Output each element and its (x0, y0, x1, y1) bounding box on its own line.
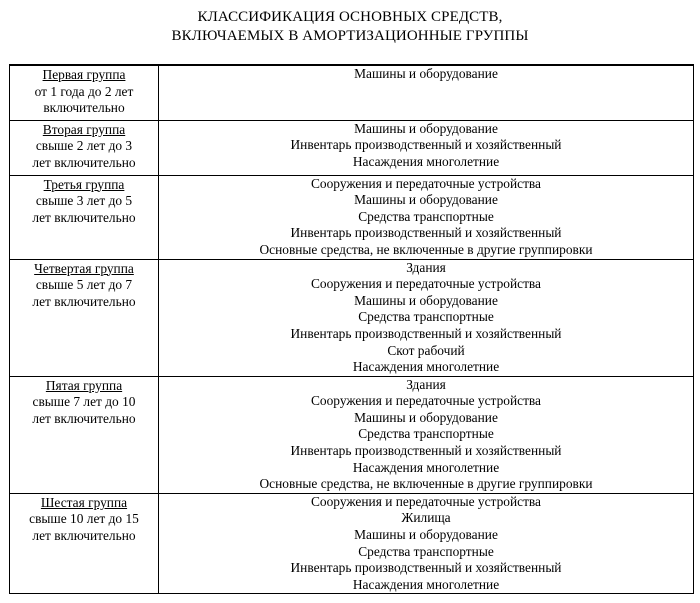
group-term-line-2: лет включительно (32, 209, 136, 225)
asset-item: Сооружения и передаточные устройства (310, 276, 542, 292)
asset-item: Машины и оборудование (354, 527, 498, 543)
group-name: Вторая группа (42, 121, 126, 137)
asset-item: Основные средства, не включенные в другие группировки (259, 476, 593, 492)
asset-item: Насаждения многолетние (352, 359, 500, 375)
groups-table-body (10, 65, 694, 594)
group-assets-cell (159, 376, 694, 493)
group-assets-cell (159, 493, 694, 594)
asset-item: Инвентарь производственный и хозяйственный (290, 225, 562, 241)
asset-item: Инвентарь производственный и хозяйственный (290, 560, 562, 576)
asset-item: Здания (406, 376, 446, 392)
asset-item: Средства транспортные (358, 208, 494, 224)
group-name: Первая группа (42, 67, 126, 82)
asset-item: Инвентарь производственный и хозяйственный (290, 325, 562, 341)
asset-item: Машины и оборудование (354, 66, 498, 81)
group-assets-cell (159, 175, 694, 259)
group-assets-cell (159, 259, 694, 376)
group-label-cell (10, 120, 159, 175)
asset-item: Средства транспортные (358, 309, 494, 325)
group-name: Четвертая группа (34, 260, 134, 276)
group-assets-cell (159, 120, 694, 175)
group-term-line-2: лет включительно (32, 528, 136, 544)
asset-item: Машины и оборудование (354, 292, 498, 308)
asset-item: Средства транспортные (358, 543, 494, 559)
asset-item: Скот рабочий (387, 342, 465, 358)
asset-item: Сооружения и передаточные устройства (310, 493, 542, 509)
group-name: Третья группа (43, 176, 125, 192)
asset-item: Жилища (401, 510, 451, 526)
group-label-cell (10, 259, 159, 376)
group-row (10, 259, 694, 376)
group-term-line-2: лет включительно (32, 410, 136, 426)
asset-item: Насаждения многолетние (352, 459, 500, 475)
asset-item: Машины и оборудование (354, 192, 498, 208)
asset-item: Сооружения и передаточные устройства (310, 393, 542, 409)
group-term-line-1: свыше 2 лет до 3 (35, 138, 133, 154)
group-term-line-2: лет включительно (32, 154, 136, 170)
depreciation-groups-table (9, 64, 694, 594)
group-assets-cell (159, 65, 694, 120)
group-term-line-2: лет включительно (32, 293, 136, 309)
group-row (10, 65, 694, 120)
group-label-cell (10, 493, 159, 594)
group-term-line-2: включительно (43, 100, 125, 116)
group-name: Пятая группа (45, 377, 123, 393)
group-term-line-1: свыше 5 лет до 7 (35, 277, 133, 293)
group-row (10, 175, 694, 259)
asset-item: Сооружения и передаточные устройства (310, 175, 542, 191)
document-title (0, 8, 700, 46)
group-label-cell (10, 175, 159, 259)
asset-item: Средства транспортные (358, 426, 494, 442)
group-label-cell (10, 376, 159, 493)
asset-item: Инвентарь производственный и хозяйственный (290, 443, 562, 459)
title-line-1: КЛАССИФИКАЦИЯ ОСНОВНЫХ СРЕДСТВ, (197, 9, 503, 25)
group-term-line-1: свыше 10 лет до 15 (29, 511, 139, 527)
asset-item: Здания (406, 259, 446, 275)
asset-item: Машины и оборудование (354, 120, 498, 136)
group-row (10, 376, 694, 493)
title-line-2: ВКЛЮЧАЕМЫХ В АМОРТИЗАЦИОННЫЕ ГРУППЫ (171, 28, 529, 44)
asset-item: Инвентарь производственный и хозяйственный (290, 137, 562, 153)
asset-item: Основные средства, не включенные в другие группировки (259, 241, 593, 257)
asset-item: Машины и оборудование (354, 409, 498, 425)
group-row (10, 493, 694, 594)
group-term-line-1: свыше 3 лет до 5 (35, 193, 133, 209)
group-label-cell (10, 65, 159, 120)
asset-item: Насаждения многолетние (352, 153, 500, 169)
group-row (10, 120, 694, 175)
group-term-line-1: свыше 7 лет до 10 (32, 394, 136, 410)
group-name: Шестая группа (40, 494, 128, 510)
group-term-line-1: от 1 года до 2 лет (34, 83, 134, 99)
asset-item: Насаждения многолетние (352, 576, 500, 592)
